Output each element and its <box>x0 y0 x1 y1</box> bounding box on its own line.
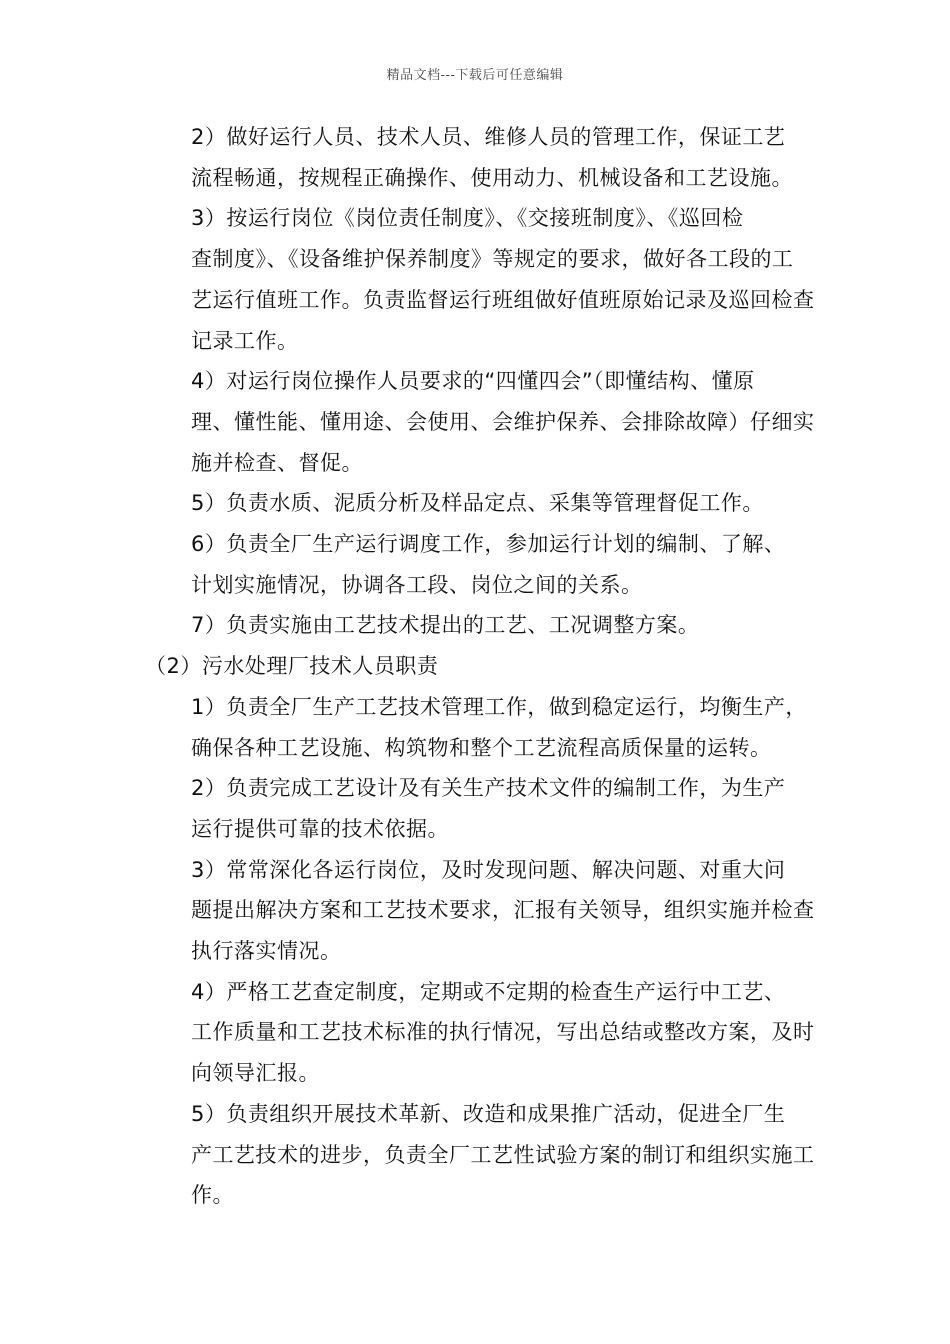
text-line: （2）污水处理厂技术人员职责 <box>145 654 439 679</box>
paragraph <box>145 117 825 198</box>
text-line: 计划实施情况，协调各工段、岗位之间的关系。 <box>191 572 643 597</box>
paragraph <box>145 687 825 768</box>
text-line: 执行落实情况。 <box>191 939 342 964</box>
text-line: 向领导汇报。 <box>191 1061 320 1086</box>
text-line: 作。 <box>191 1183 234 1208</box>
text-line: 6）负责全厂生产运行调度工作，参加运行计划的编制、了解、 <box>191 532 786 557</box>
text-line: 查制度》、《设备维护保养制度》等规定的要求，做好各工段的工 <box>191 247 794 272</box>
text-line: 3）按运行岗位《岗位责任制度》、《交接班制度》、《巡回检 <box>191 206 744 231</box>
text-line: 产工艺技术的进步，负责全厂工艺性试验方案的制订和组织实施工 <box>191 1142 815 1167</box>
text-line: 4）严格工艺查定制度，定期或不定期的检查生产运行中工艺、 <box>191 979 786 1004</box>
paragraph <box>145 850 825 972</box>
text-line: 工作质量和工艺技术标准的执行情况，写出总结或整改方案，及时 <box>191 1020 815 1045</box>
paragraph <box>145 972 825 1094</box>
page-header: 精品文档---下载后可任意编辑 <box>386 68 564 83</box>
text-line: 3）常常深化各运行岗位，及时发现问题、解决问题、对重大问 <box>191 857 786 882</box>
paragraph <box>145 198 825 361</box>
text-line: 理、懂性能、懂用途、会使用、会维护保养、会排除故障）仔细实 <box>191 409 815 434</box>
text-line: 5）负责组织开展技术革新、改造和成果推广活动，促进全厂生 <box>191 1101 786 1126</box>
document-body <box>145 117 825 1216</box>
text-line: 记录工作。 <box>191 328 299 353</box>
paragraph <box>145 483 825 524</box>
text-line: 1）负责全厂生产工艺技术管理工作，做到稳定运行，均衡生产， <box>191 694 807 719</box>
paragraph <box>145 524 825 605</box>
text-line: 流程畅通，按规程正确操作、使用动力、机械设备和工艺设施。 <box>191 165 793 190</box>
paragraph <box>145 1094 825 1216</box>
text-line: 2）做好运行人员、技术人员、维修人员的管理工作，保证工艺 <box>191 125 786 149</box>
paragraph <box>145 361 825 483</box>
text-line: 运行提供可靠的技术依据。 <box>191 816 449 841</box>
text-line: 艺运行值班工作。负责监督运行班组做好值班原始记录及巡回检查 <box>191 287 815 312</box>
text-line: 7）负责实施由工艺技术提出的工艺、工况调整方案。 <box>191 613 700 638</box>
paragraph <box>145 768 825 849</box>
text-line: 5）负责水质、泥质分析及样品定点、采集等管理督促工作。 <box>191 491 764 516</box>
text-line: 施并检查、督促。 <box>191 450 363 475</box>
text-line: 2）负责完成工艺设计及有关生产技术文件的编制工作，为生产 <box>191 776 786 801</box>
text-line: 确保各种工艺设施、构筑物和整个工艺流程高质保量的运转。 <box>191 735 772 760</box>
section-heading <box>145 646 825 687</box>
paragraph <box>145 605 825 646</box>
text-line: 4）对运行岗位操作人员要求的“四懂四会”（即懂结构、懂原 <box>191 369 755 394</box>
text-line: 题提出解决方案和工艺技术要求，汇报有关领导，组织实施并检查 <box>191 898 815 923</box>
